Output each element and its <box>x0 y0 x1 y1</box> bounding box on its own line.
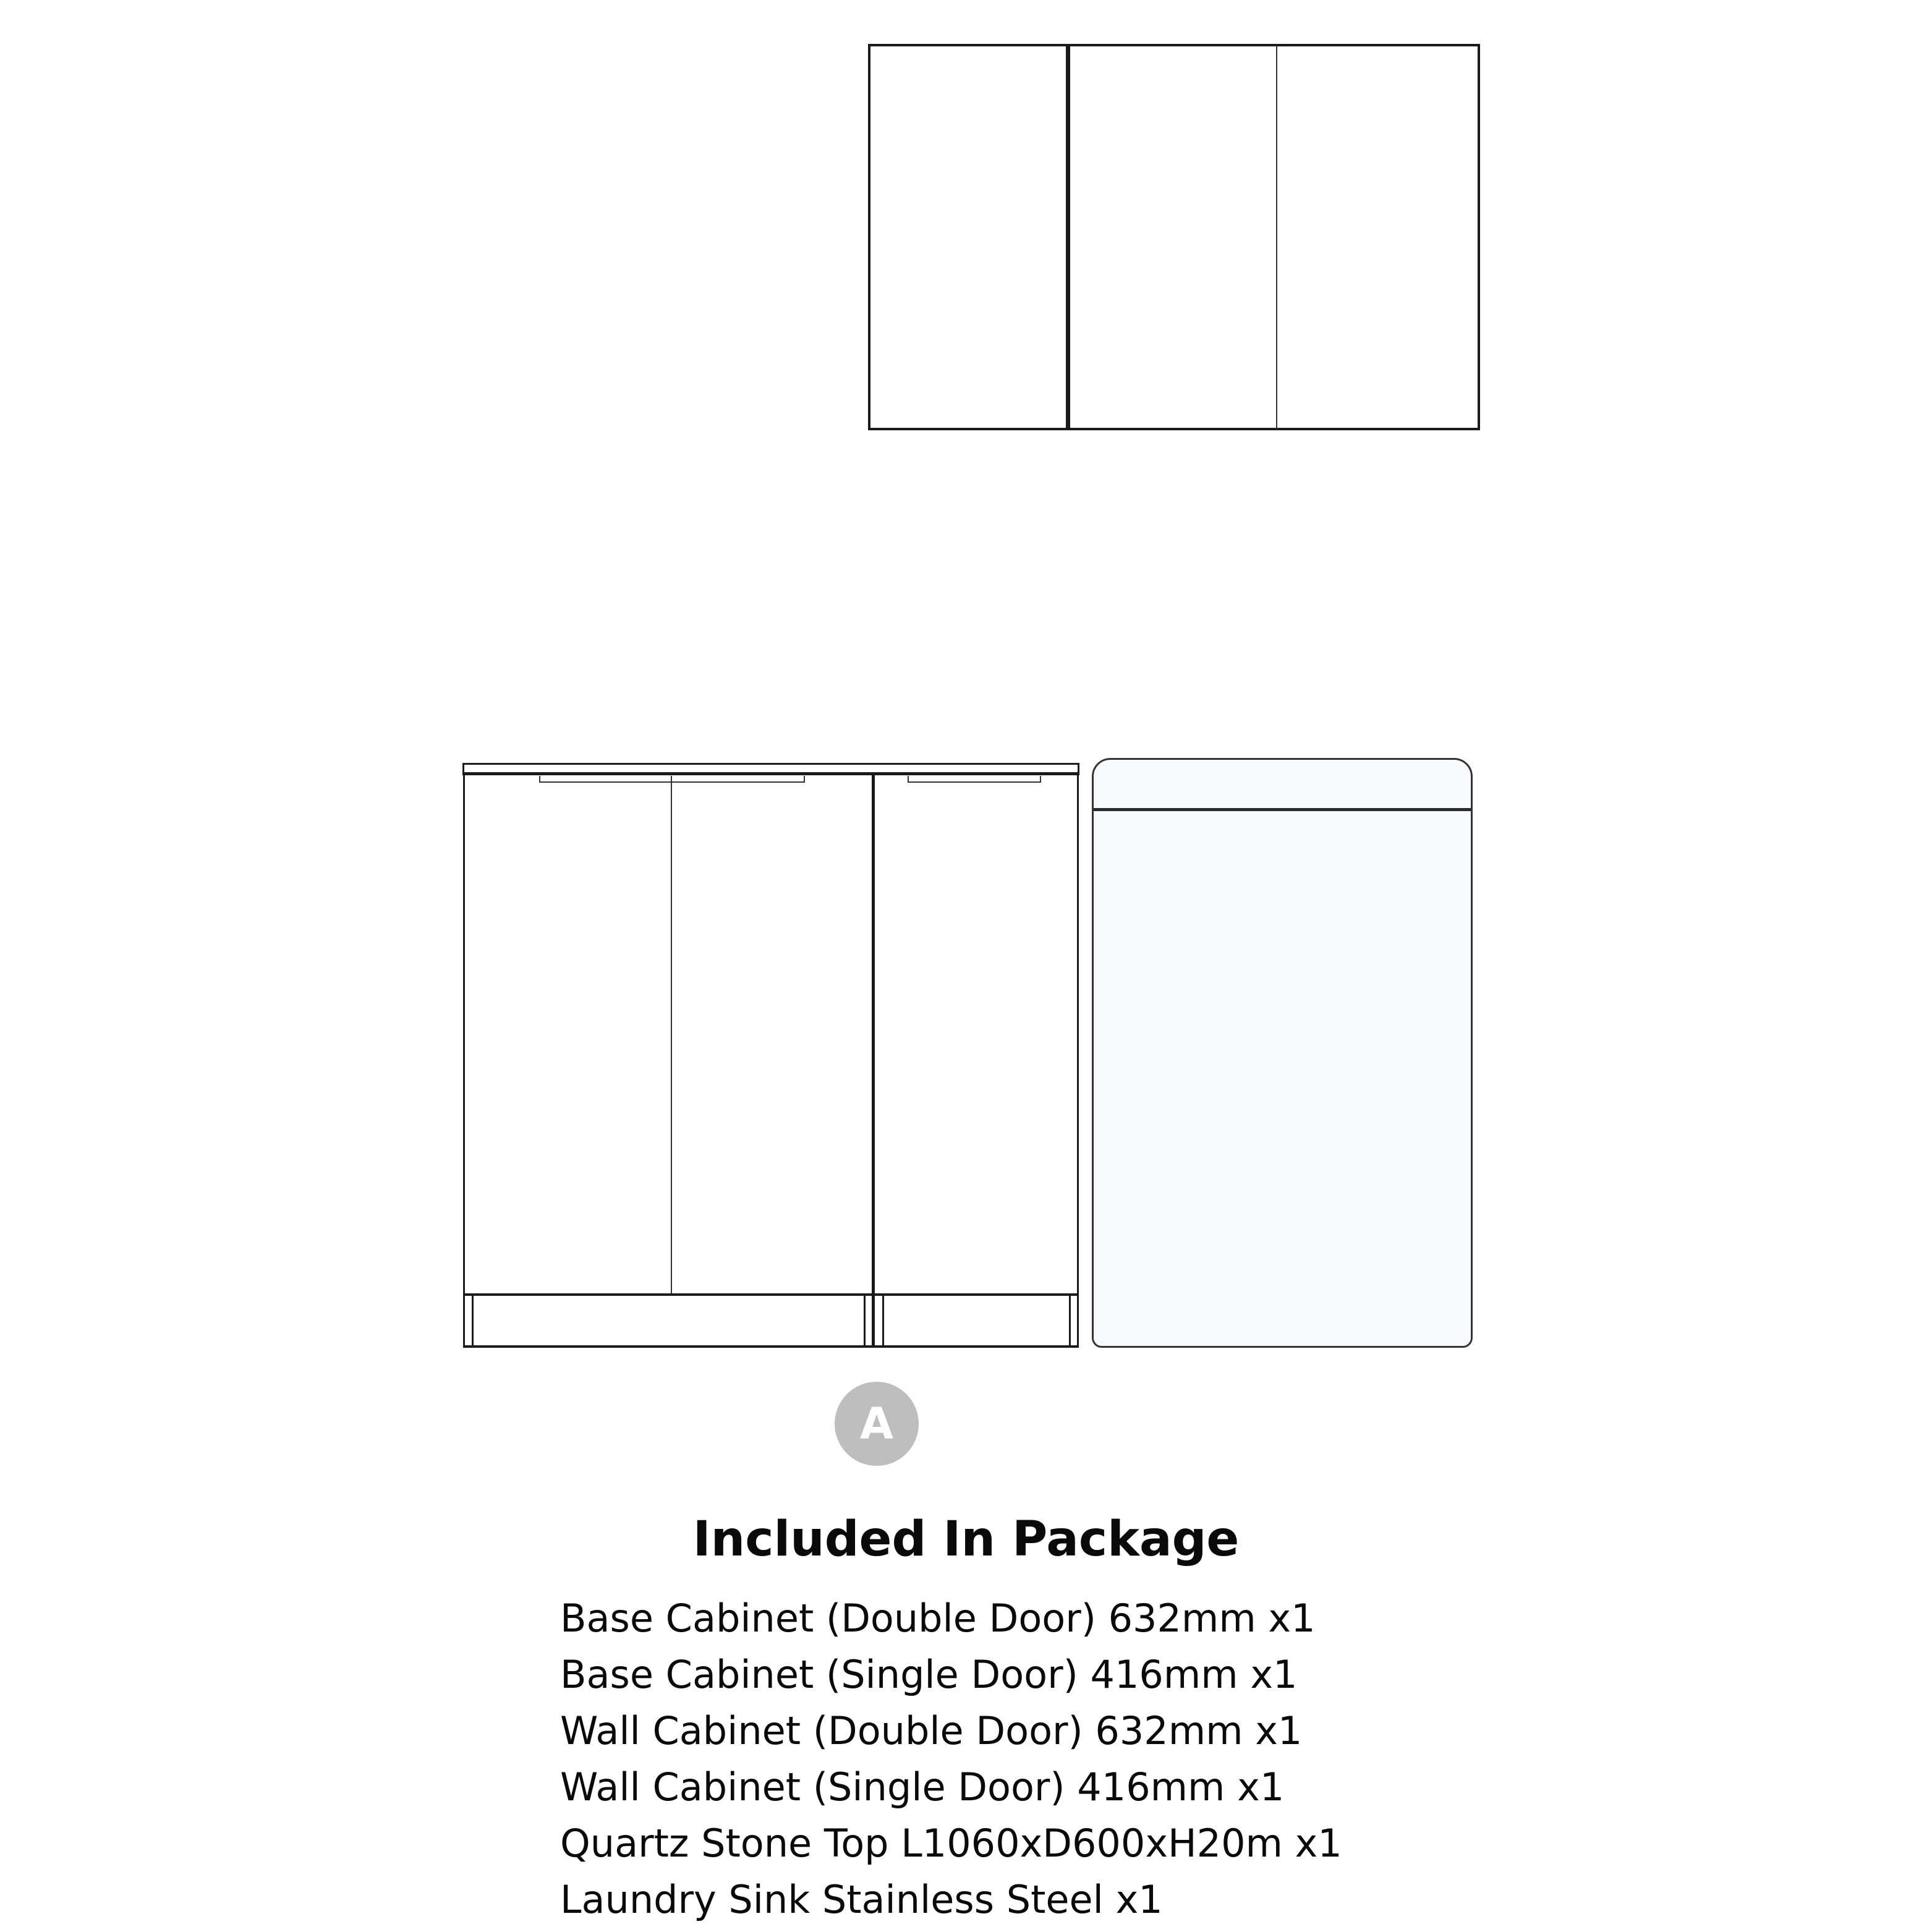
base-double-door-split <box>671 777 672 1295</box>
appliance-lid-line <box>1094 808 1471 811</box>
package-item: Base Cabinet (Double Door) 632mm x1 <box>560 1596 1316 1641</box>
package-item: Wall Cabinet (Single Door) 416mm x1 <box>560 1764 1285 1810</box>
wall-cabinet-double-door <box>1067 44 1480 430</box>
base-cabinet-divider <box>872 775 875 1348</box>
leg-left-inner <box>472 1295 474 1347</box>
wall-cabinet-door-split <box>1276 45 1277 429</box>
handle-double-door-split <box>671 776 672 783</box>
package-item: Quartz Stone Top L1060xD600xH20m x1 <box>560 1821 1342 1866</box>
package-item: Wall Cabinet (Double Door) 632mm x1 <box>560 1708 1303 1753</box>
handle-double-door <box>539 776 805 783</box>
marker-a-label: A <box>859 1398 894 1449</box>
base-bottom-line <box>463 1345 1079 1348</box>
quartz-stone-top <box>462 763 1079 775</box>
appliance-outline <box>1092 758 1473 1348</box>
leg-mid-right-inner <box>882 1295 884 1347</box>
base-cabinet-body <box>463 775 1079 1348</box>
leg-right-inner <box>1069 1295 1071 1347</box>
kickboard-top-line <box>463 1293 1079 1296</box>
package-items-list <box>560 1590 1342 1928</box>
handle-single-door <box>908 776 1041 783</box>
package-item: Laundry Sink Stainless Steel x1 <box>560 1877 1163 1922</box>
package-title: Included In Package <box>692 1512 1240 1567</box>
marker-a-badge <box>835 1382 919 1466</box>
leg-mid-left-inner <box>864 1295 866 1347</box>
wall-cabinet-single-door <box>868 44 1068 430</box>
package-item: Base Cabinet (Single Door) 416mm x1 <box>560 1652 1298 1697</box>
